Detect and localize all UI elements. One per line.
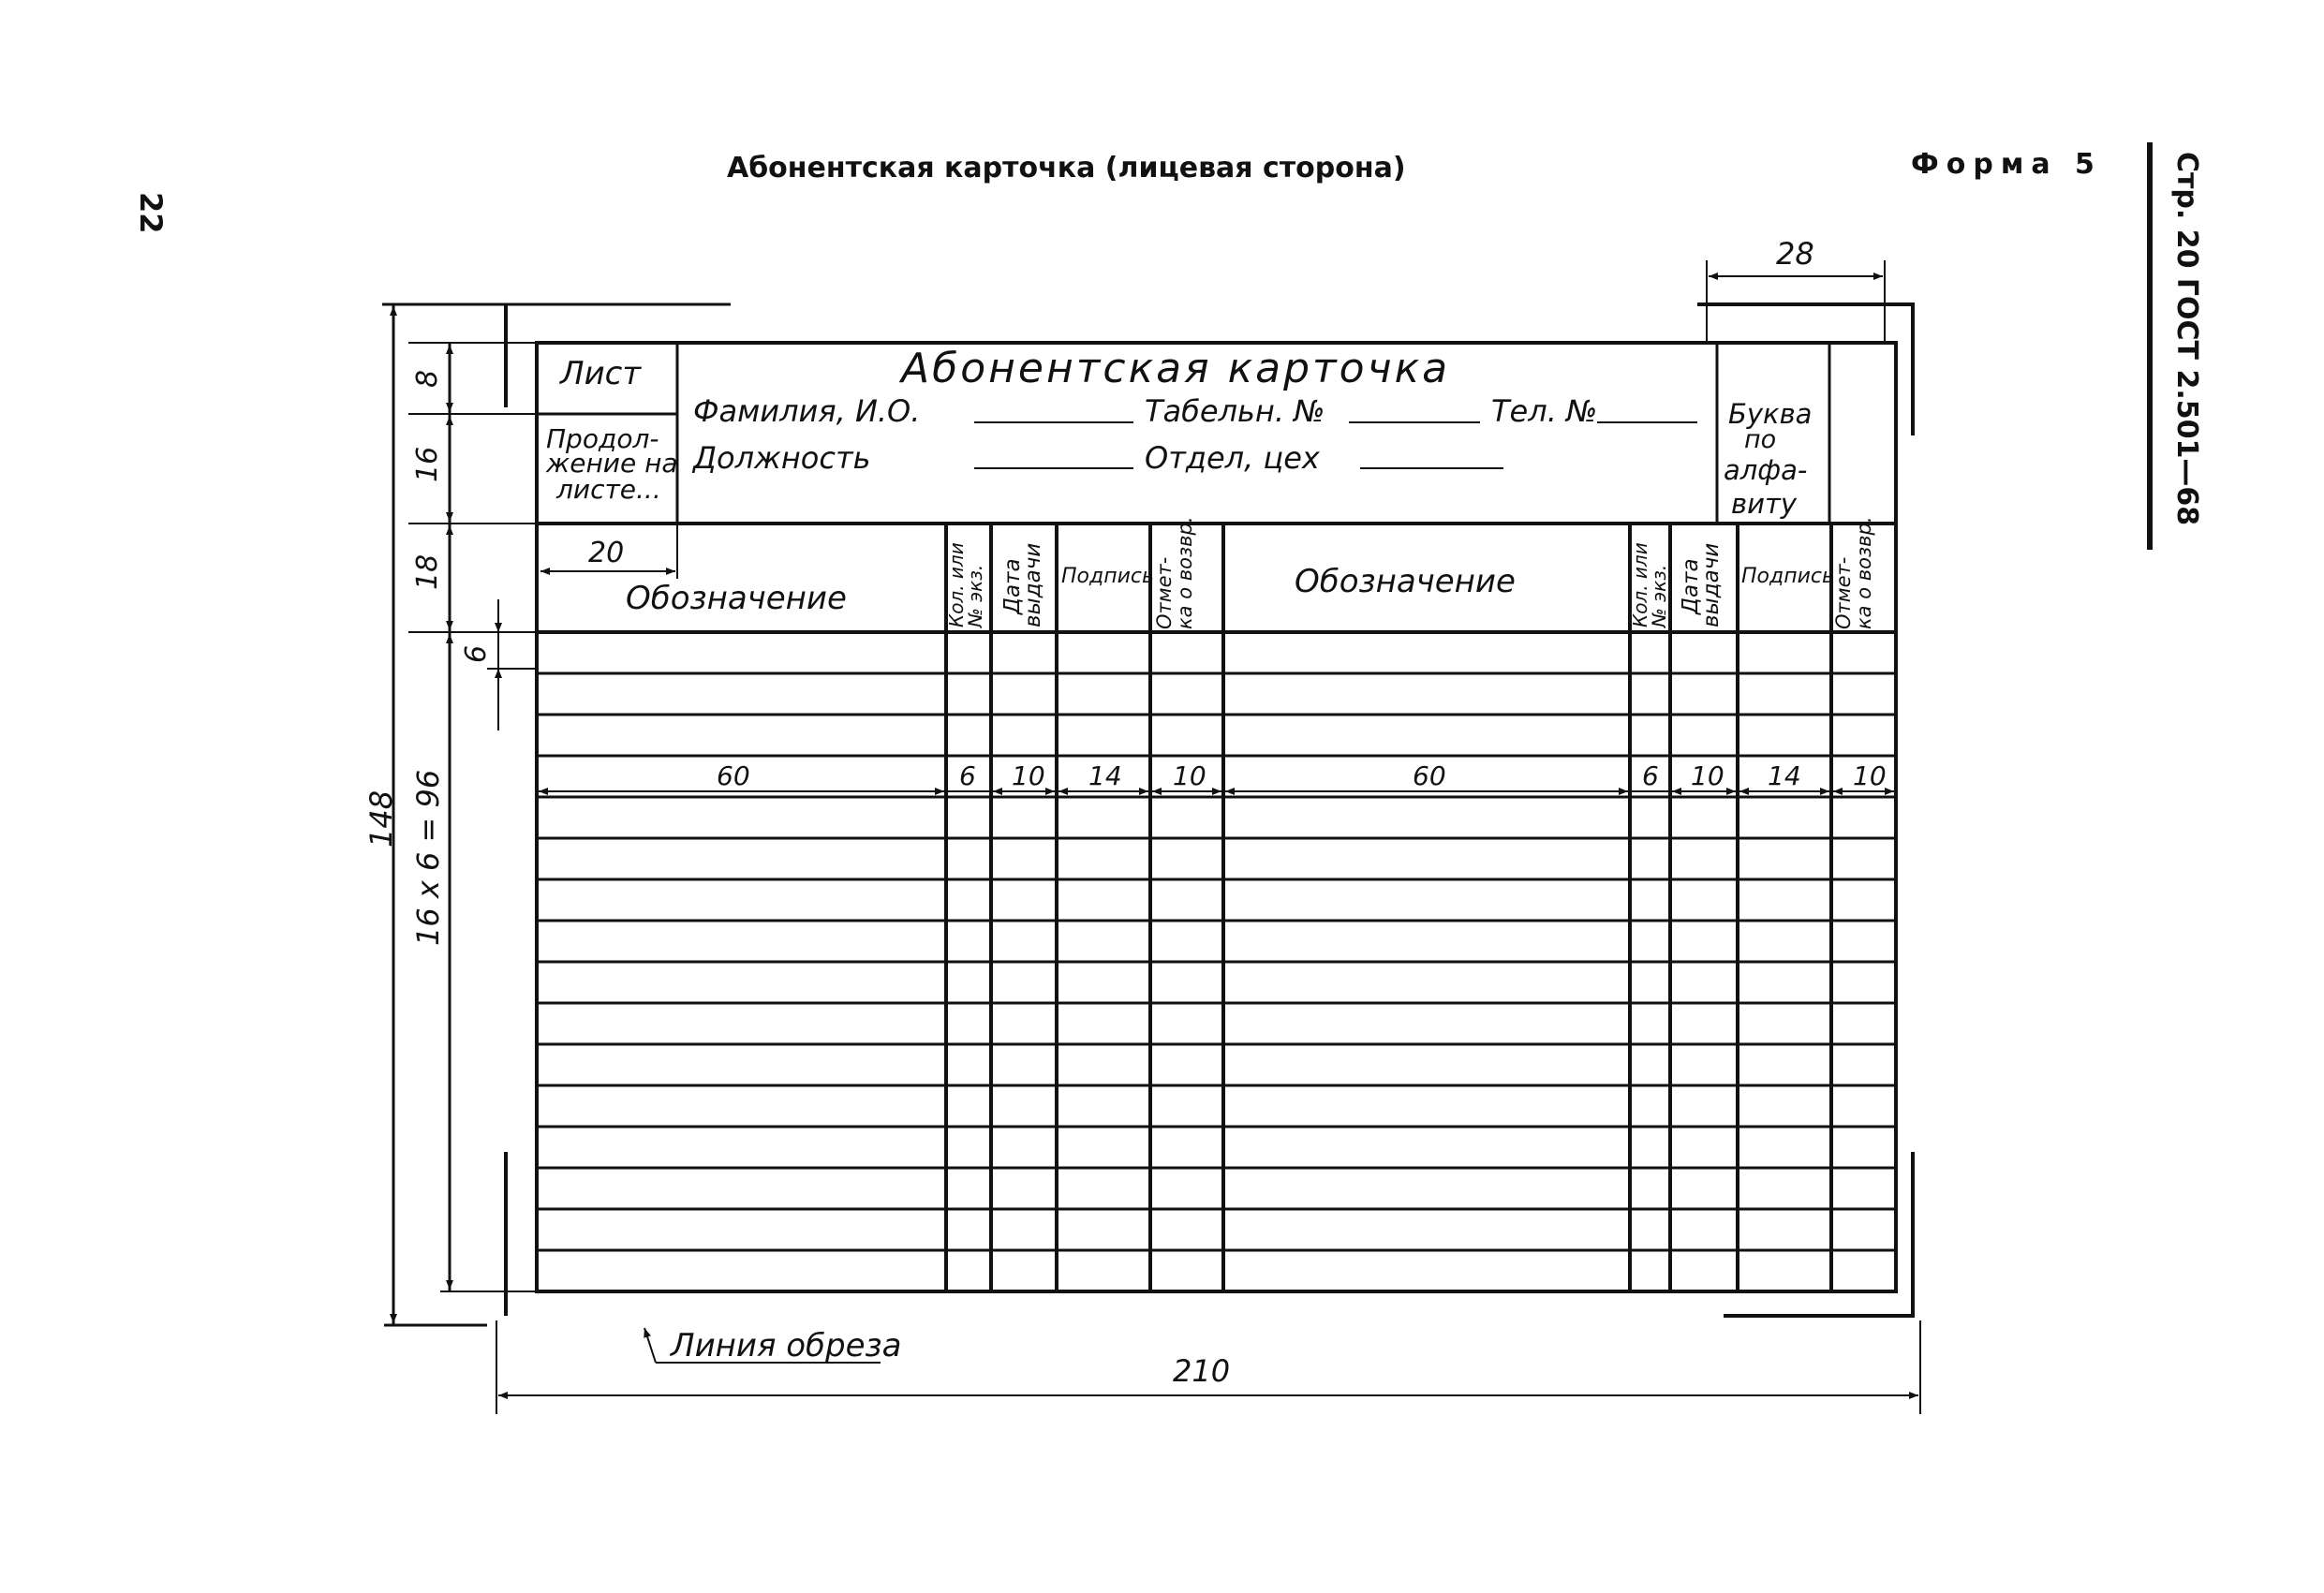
dim-16x6: 16 х 6 = 96 xyxy=(410,769,446,946)
svg-text:№ экз.: № экз. xyxy=(1648,564,1670,627)
col-width-3: 10 xyxy=(1012,760,1045,791)
dim-16: 16 xyxy=(411,446,444,482)
tab-no-label: Табельн. № xyxy=(1145,393,1325,429)
page-number: 22 xyxy=(133,192,169,234)
svg-text:Кол. или: Кол. или xyxy=(945,542,968,627)
continuation-line-2: жение на xyxy=(546,448,678,479)
alphabet-line-4: виту xyxy=(1731,488,1797,520)
dim-28: 28 xyxy=(1776,236,1814,272)
col-return-left xyxy=(1153,516,1196,629)
col-width-8: 10 xyxy=(1691,760,1724,791)
col-date-right xyxy=(1679,543,1724,627)
card-frame xyxy=(537,343,1896,1291)
col-signature-right: Подпись xyxy=(1741,565,1834,588)
col-width-1: 60 xyxy=(717,760,750,791)
svg-text:ка о возвр.: ка о возвр. xyxy=(1853,516,1875,629)
col-width-2: 6 xyxy=(959,760,976,791)
continuation-line-1: Продол- xyxy=(546,423,659,454)
svg-text:Отмет-: Отмет- xyxy=(1153,556,1176,629)
col-return-right xyxy=(1832,516,1875,629)
col-designation-right: Обозначение xyxy=(1295,563,1516,600)
side-label: Стр. 20 ГОСТ 2.501—68 xyxy=(2170,152,2203,526)
continuation-line-3: листе... xyxy=(556,474,661,505)
svg-text:выдачи: выдачи xyxy=(1021,542,1045,627)
svg-text:Дата: Дата xyxy=(1000,558,1025,614)
alphabet-line-2: по xyxy=(1744,425,1777,454)
col-signature-left: Подпись xyxy=(1061,565,1154,588)
col-width-6: 60 xyxy=(1413,760,1446,791)
svg-text:Дата: Дата xyxy=(1679,558,1703,614)
svg-text:Отмет-: Отмет- xyxy=(1832,556,1855,629)
svg-text:Кол. или: Кол. или xyxy=(1629,542,1651,627)
cut-line-label: Линия обреза xyxy=(671,1327,902,1364)
col-date-left xyxy=(1000,543,1045,627)
phone-label: Тел. № xyxy=(1491,393,1598,429)
dim-210: 210 xyxy=(1173,1353,1231,1389)
col-qty-left xyxy=(945,542,986,628)
col-designation-left: Обозначение xyxy=(626,580,847,617)
page-title: Абонентская карточка (лицевая сторона) xyxy=(727,152,1406,184)
form-label: Форма 5 xyxy=(1911,148,2102,181)
position-label: Должность xyxy=(693,440,871,476)
svg-text:ка о возвр.: ка о возвр. xyxy=(1174,516,1196,629)
col-width-10: 10 xyxy=(1853,760,1887,791)
name-label: Фамилия, И.О. xyxy=(693,393,921,429)
sheet-label: Лист xyxy=(560,355,642,392)
alphabet-line-3: алфа- xyxy=(1724,454,1808,486)
col-width-9: 14 xyxy=(1768,760,1801,791)
col-width-4: 14 xyxy=(1088,760,1122,791)
column-dividers xyxy=(946,524,1831,1291)
col-width-7: 6 xyxy=(1642,760,1659,791)
card-title: Абонентская карточка xyxy=(901,345,1451,392)
dim-6: 6 xyxy=(460,644,493,663)
dim-18: 18 xyxy=(411,553,444,590)
dim-20: 20 xyxy=(588,537,625,569)
col-qty-right xyxy=(1629,542,1670,628)
alphabet-line-1: Буква xyxy=(1728,398,1813,430)
svg-text:выдачи: выдачи xyxy=(1699,542,1724,627)
dim-148: 148 xyxy=(363,789,399,848)
col-width-5: 10 xyxy=(1173,760,1206,791)
department-label: Отдел, цех xyxy=(1145,440,1320,476)
svg-text:№ экз.: № экз. xyxy=(964,564,986,627)
dim-8: 8 xyxy=(411,369,444,388)
